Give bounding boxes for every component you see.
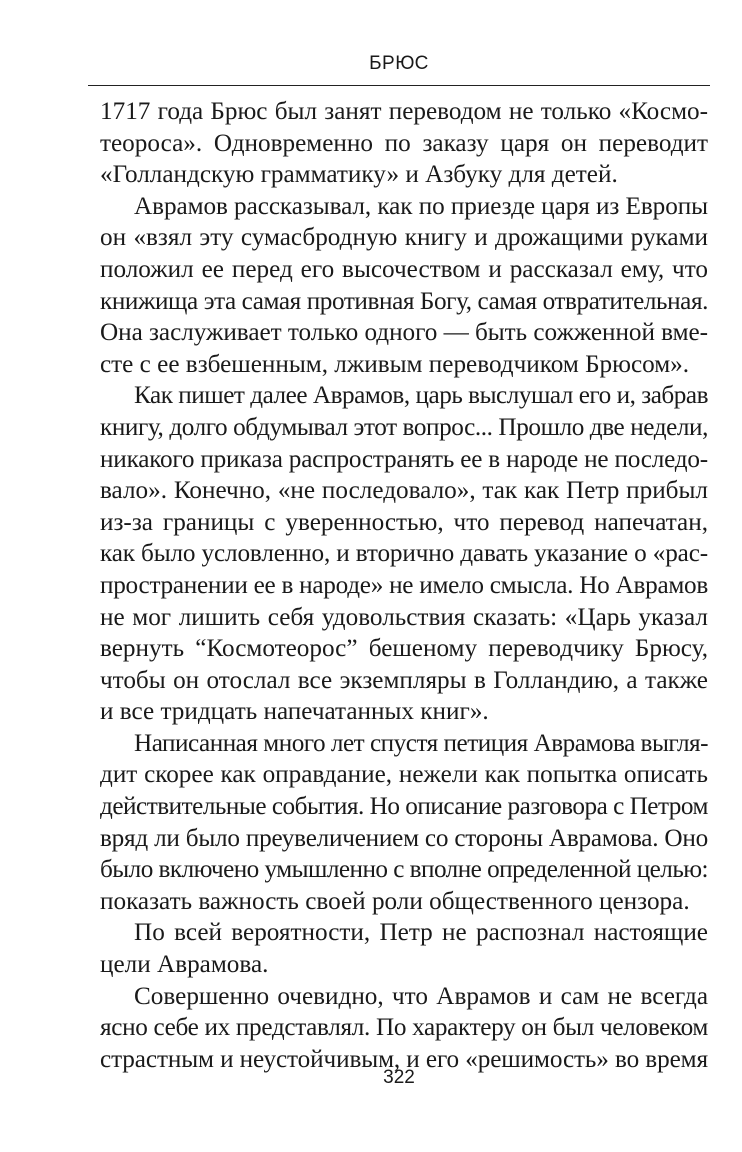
text-line: Совершенно очевидно, что Аврамов и сам не всегда	[134, 982, 708, 1010]
page-number: 322	[383, 1067, 415, 1088]
paragraph	[100, 191, 708, 381]
paragraph	[100, 917, 708, 980]
text-line: и все тридцать напечатанных книг».	[100, 698, 489, 726]
text-line: книгу, долго обдумывал этот вопрос... Прошло две недели,	[100, 413, 708, 441]
text-line: Написанная много лет спустя петиция Аврамова выгля-	[134, 729, 709, 757]
text-line: вернуть “Космотеорос” бешеному переводчику Брюсу,	[100, 635, 708, 663]
text-line: из-за границы с уверенностью, что перевод напечатан,	[100, 508, 708, 536]
text-line: он «взял эту сумасбродную книгу и дрожащими руками	[100, 224, 708, 252]
paragraph	[100, 96, 708, 191]
text-line: Как пишет далее Аврамов, царь выслушал его и, забрав	[134, 382, 708, 410]
header-rule	[88, 85, 710, 86]
text-line: действительные события. Но описание разговора с Петром	[100, 793, 708, 821]
text-line: показать важность своей роли общественного цензора.	[100, 887, 690, 915]
text-line: страстным и неустойчивым, и его «решимость» во время	[100, 1045, 708, 1073]
text-line: дит скорее как оправдание, нежели как попытка описать	[100, 761, 708, 789]
running-head: БРЮС	[369, 53, 429, 74]
text-line: ясно себе их представлял. По характеру он был человеком	[100, 1014, 708, 1042]
text-line: было включено умышленно с вполне определенной целью:	[100, 856, 709, 884]
text-line: Аврамов рассказывал, как по приезде царя из Европы	[134, 192, 708, 220]
text-line: вряд ли было преувеличением со стороны Аврамова. Оно	[100, 824, 708, 852]
text-line: 1717 года Брюс был занят переводом не только «Космо-	[100, 98, 708, 125]
text-line: вало». Конечно, «не последовало», так как Петр прибыл	[100, 477, 708, 505]
paragraph	[100, 981, 708, 1076]
paragraph	[100, 728, 708, 918]
text-line: не мог лишить себя удовольствия сказать: «Царь указал	[100, 603, 708, 631]
text-line: сте с ее взбешенным, лживым переводчиком Брюсом».	[100, 350, 690, 378]
text-line: По всей вероятности, Петр не распознал настоящие	[134, 919, 708, 947]
text-line: положил ее перед его высочеством и рассказал ему, что	[100, 255, 708, 283]
body-text	[100, 96, 708, 1075]
paragraph	[100, 380, 708, 728]
text-line: чтобы он отослал все экземпляры в Голландию, а также	[100, 666, 708, 694]
text-line: книжища эта самая противная Богу, самая отвратительная.	[100, 287, 709, 315]
text-line: Она заслуживает только одного — быть сожженной вме-	[100, 319, 709, 347]
text-line: «Голландскую грамматику» и Азбуку для детей.	[100, 161, 618, 189]
text-line: никакого приказа распространять ее в народе не последо-	[100, 445, 708, 473]
text-line: теороса». Одновременно по заказу царя он переводит	[100, 129, 708, 157]
text-line: пространении ее в народе» не имело смысла. Но Аврамов	[100, 571, 709, 599]
text-line: цели Аврамова.	[100, 951, 269, 979]
text-line: как было условленно, и вторично давать указание о «рас-	[100, 540, 708, 568]
